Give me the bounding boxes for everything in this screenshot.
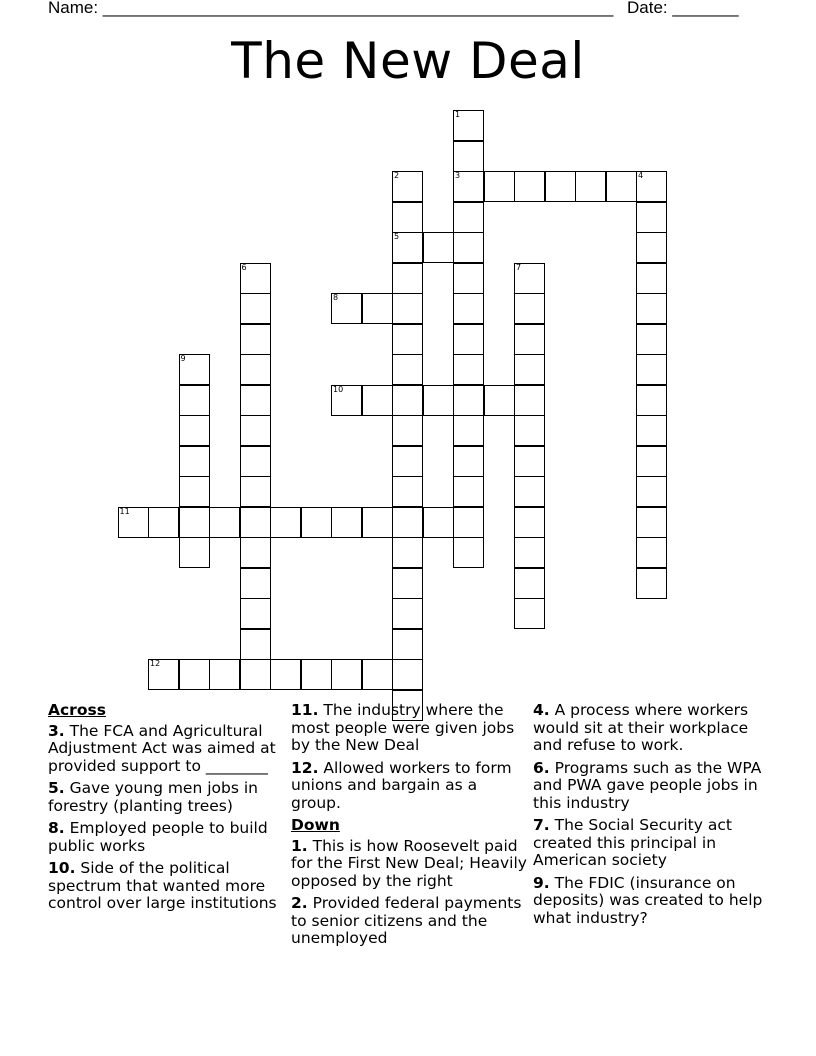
down-heading: Down <box>291 816 340 834</box>
crossword-cell[interactable] <box>514 385 545 416</box>
crossword-cell[interactable] <box>514 537 545 568</box>
crossword-cell[interactable] <box>179 659 210 690</box>
crossword-cell[interactable] <box>270 659 301 690</box>
crossword-cell[interactable] <box>392 446 423 477</box>
crossword-cell[interactable] <box>392 354 423 385</box>
crossword-cell[interactable] <box>148 659 179 690</box>
clue-number-label: 1 <box>455 110 461 119</box>
crossword-cell[interactable] <box>331 659 362 690</box>
crossword-cell[interactable] <box>575 171 606 202</box>
crossword-cell[interactable] <box>331 507 362 538</box>
clue-text: The FCA and Agricultural Adjustment Act was aimed at provided support to ________ <box>48 721 276 775</box>
crossword-cell[interactable] <box>453 110 484 141</box>
crossword-cell[interactable] <box>179 507 210 538</box>
clue-item <box>533 702 769 755</box>
crossword-cell[interactable] <box>453 476 484 507</box>
clue-item <box>291 760 527 813</box>
crossword-cell[interactable] <box>179 537 210 568</box>
crossword-cell[interactable] <box>636 232 667 263</box>
crossword-cell[interactable] <box>179 354 210 385</box>
crossword-cell[interactable] <box>453 385 484 416</box>
clue-number-label: 10 <box>333 384 344 394</box>
clue-item <box>533 760 769 813</box>
clue-number-label: 12 <box>150 659 161 668</box>
clue-number: 7. <box>533 816 550 834</box>
crossword-cell[interactable] <box>636 324 667 355</box>
crossword-cell[interactable] <box>514 507 545 538</box>
clue-item <box>48 820 284 855</box>
clue-text: Side of the political spectrum that wanted more control over large institutions <box>48 859 277 912</box>
clue-text: The Social Security act created this principal in American society <box>533 816 732 869</box>
clues-column-1 <box>48 702 284 918</box>
crossword-cell[interactable] <box>514 263 545 294</box>
crossword-cell[interactable] <box>392 537 423 568</box>
crossword-cell[interactable] <box>453 171 484 202</box>
name-field[interactable]: Name: ______________________________________________________ <box>48 0 614 17</box>
crossword-cell[interactable] <box>301 659 332 690</box>
crossword-cell[interactable] <box>453 263 484 294</box>
crossword-cell[interactable] <box>514 324 545 355</box>
clue-text: Provided federal payments to senior citizens and the unemployed <box>291 894 522 947</box>
crossword-cell[interactable] <box>453 415 484 446</box>
crossword-cell[interactable] <box>636 263 667 294</box>
crossword-cell[interactable] <box>240 568 271 599</box>
crossword-cell[interactable] <box>636 354 667 385</box>
clue-item <box>48 780 284 815</box>
clue-text: A process where workers would sit at their workplace and refuse to work. <box>533 701 749 754</box>
crossword-cell[interactable] <box>240 263 271 294</box>
clue-number-label: 3 <box>455 171 461 180</box>
crossword-cell[interactable] <box>453 293 484 324</box>
crossword-cell[interactable] <box>514 415 545 446</box>
crossword-cell[interactable] <box>636 476 667 507</box>
clue-number: 11. <box>291 701 319 719</box>
clue-item <box>291 702 527 755</box>
page-title: The New Deal <box>231 32 585 90</box>
clues-column-3 <box>533 702 769 932</box>
crossword-cell[interactable] <box>392 659 423 690</box>
crossword-cell[interactable] <box>484 171 515 202</box>
clue-number-label: 7 <box>516 262 522 272</box>
crossword-cell[interactable] <box>636 537 667 568</box>
clue-text: The FDIC (insurance on deposits) was created to help what industry? <box>533 873 763 927</box>
crossword-cell[interactable] <box>392 507 423 538</box>
crossword-cell[interactable] <box>240 598 271 629</box>
crossword-cell[interactable] <box>362 293 393 324</box>
crossword-cell[interactable] <box>362 659 393 690</box>
crossword-cell[interactable] <box>484 385 515 416</box>
crossword-cell[interactable] <box>240 415 271 446</box>
clue-number-label: 4 <box>638 171 644 180</box>
crossword-cell[interactable] <box>636 507 667 538</box>
crossword-cell[interactable] <box>148 507 179 538</box>
crossword-cell[interactable] <box>636 568 667 599</box>
crossword-cell[interactable] <box>514 293 545 324</box>
clue-number: 1. <box>291 836 308 855</box>
clue-number: 9. <box>533 873 550 892</box>
clue-number-label: 2 <box>394 171 400 180</box>
crossword-cell[interactable] <box>514 568 545 599</box>
crossword-cell[interactable] <box>240 385 271 416</box>
crossword-cell[interactable] <box>240 446 271 477</box>
crossword-cell[interactable] <box>301 507 332 538</box>
clue-number: 8. <box>48 819 65 837</box>
crossword-cell[interactable] <box>423 232 454 263</box>
crossword-cell[interactable] <box>392 202 423 233</box>
crossword-cell[interactable] <box>179 446 210 477</box>
crossword-cell[interactable] <box>636 293 667 324</box>
clue-item <box>533 817 769 870</box>
crossword-cell[interactable] <box>453 354 484 385</box>
crossword-cell[interactable] <box>331 385 362 416</box>
clue-text: This is how Roosevelt paid for the First New Deal; Heavily opposed by the right <box>291 836 527 890</box>
crossword-cell[interactable] <box>240 293 271 324</box>
crossword-cell[interactable] <box>453 446 484 477</box>
crossword-cell[interactable] <box>514 476 545 507</box>
crossword-cell[interactable] <box>362 385 393 416</box>
clue-number: 6. <box>533 758 550 777</box>
crossword-cell[interactable] <box>453 202 484 233</box>
crossword-cell[interactable] <box>392 171 423 202</box>
crossword-cell[interactable] <box>240 354 271 385</box>
crossword-cell[interactable] <box>240 629 271 660</box>
clue-number: 4. <box>533 701 550 719</box>
crossword-cell[interactable] <box>636 385 667 416</box>
clue-text: Programs such as the WPA and PWA gave people jobs in this industry <box>533 758 762 812</box>
across-heading: Across <box>48 701 106 719</box>
crossword-cell[interactable] <box>392 568 423 599</box>
crossword-cell[interactable] <box>636 202 667 233</box>
crossword-cell[interactable] <box>636 446 667 477</box>
clue-text: The industry where the most people were given jobs by the New Deal <box>291 701 515 754</box>
clues-column-2 <box>291 702 527 953</box>
crossword-cell[interactable] <box>240 507 271 538</box>
crossword-cell[interactable] <box>270 507 301 538</box>
crossword-cell[interactable] <box>392 476 423 507</box>
crossword-cell[interactable] <box>392 324 423 355</box>
crossword-cell[interactable] <box>392 598 423 629</box>
crossword-cell[interactable] <box>423 385 454 416</box>
crossword-cell[interactable] <box>423 507 454 538</box>
crossword-cell[interactable] <box>514 171 545 202</box>
crossword-cell[interactable] <box>514 598 545 629</box>
crossword-cell[interactable] <box>514 446 545 477</box>
clue-number-label: 6 <box>241 262 247 272</box>
crossword-cell[interactable] <box>179 415 210 446</box>
crossword-cell[interactable] <box>636 415 667 446</box>
crossword-cell[interactable] <box>453 141 484 172</box>
crossword-cell[interactable] <box>118 507 149 538</box>
crossword-cell[interactable] <box>179 476 210 507</box>
crossword-cell[interactable] <box>392 415 423 446</box>
crossword-cell[interactable] <box>453 324 484 355</box>
crossword-cell[interactable] <box>545 171 576 202</box>
crossword-cell[interactable] <box>179 385 210 416</box>
crossword-cell[interactable] <box>453 232 484 263</box>
clue-item <box>48 860 284 913</box>
crossword-cell[interactable] <box>240 324 271 355</box>
clue-number: 10. <box>48 859 76 877</box>
clue-number-label: 11 <box>119 506 130 516</box>
date-field[interactable]: Date: _______ <box>627 0 739 17</box>
crossword-cell[interactable] <box>453 507 484 538</box>
crossword-cell[interactable] <box>209 659 240 690</box>
crossword-cell[interactable] <box>606 171 637 202</box>
crossword-cell[interactable] <box>362 507 393 538</box>
clue-number: 5. <box>48 779 65 797</box>
crossword-cell[interactable] <box>240 537 271 568</box>
clue-number: 2. <box>291 894 308 912</box>
clue-number-label: 8 <box>333 293 339 302</box>
clue-item <box>291 895 527 948</box>
crossword-cell[interactable] <box>392 385 423 416</box>
clue-number-label: 9 <box>180 354 186 363</box>
clue-number: 12. <box>291 758 319 777</box>
clue-number: 3. <box>48 721 65 740</box>
crossword-cell[interactable] <box>392 263 423 294</box>
clue-text: Gave young men jobs in forestry (planting trees) <box>48 779 258 815</box>
crossword-cell[interactable] <box>636 171 667 202</box>
clue-item <box>533 875 769 928</box>
clue-item <box>291 838 527 891</box>
clue-text: Allowed workers to form unions and bargain as a group. <box>291 758 512 812</box>
crossword-cell[interactable] <box>392 293 423 324</box>
crossword-cell[interactable] <box>240 476 271 507</box>
crossword-cell[interactable] <box>453 537 484 568</box>
crossword-cell[interactable] <box>209 507 240 538</box>
crossword-cell[interactable] <box>392 232 423 263</box>
crossword-cell[interactable] <box>514 354 545 385</box>
clue-item <box>48 723 284 776</box>
crossword-cell[interactable] <box>331 293 362 324</box>
clue-text: Employed people to build public works <box>48 819 268 855</box>
clue-number-label: 5 <box>394 232 400 241</box>
crossword-cell[interactable] <box>392 629 423 660</box>
crossword-cell[interactable] <box>240 659 271 690</box>
